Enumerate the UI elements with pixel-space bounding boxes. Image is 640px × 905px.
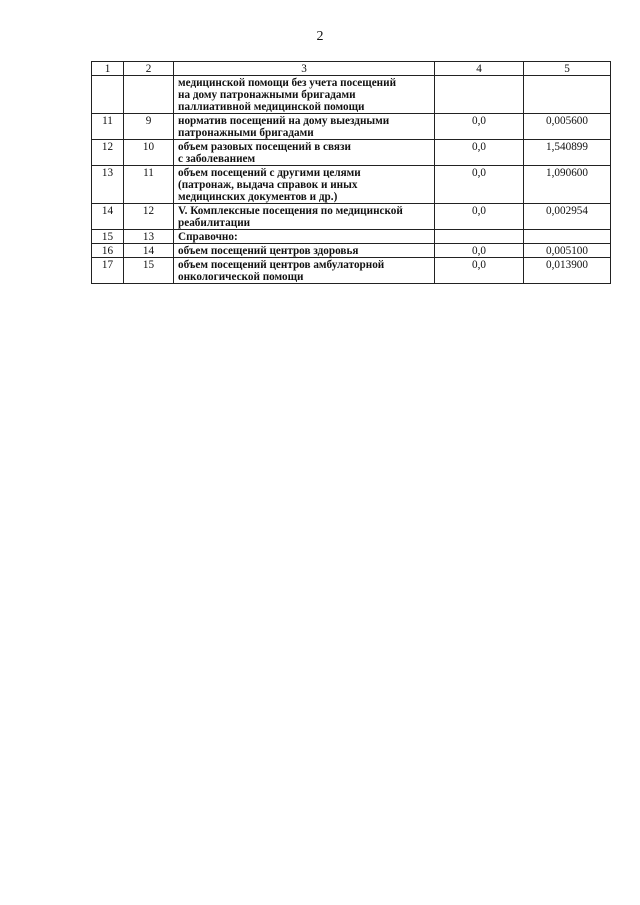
description-line: медицинской помощи без учета посещений [178, 77, 397, 89]
description-line: паллиативной медицинской помощи [178, 101, 365, 113]
row-number-cell [92, 76, 124, 114]
value-cell-col4: 0,0 [435, 166, 524, 204]
value-cell-col5 [524, 76, 611, 114]
value-cell-col4 [435, 230, 524, 244]
table-row [92, 140, 611, 166]
value-cell-col4: 0,0 [435, 204, 524, 230]
table-row [92, 244, 611, 258]
row-number-cell: 17 [92, 258, 124, 284]
description-line: объем посещений центров здоровья [178, 245, 359, 257]
description-line: патронажными бригадами [178, 127, 314, 139]
description-cell [174, 204, 435, 230]
item-number-cell: 10 [124, 140, 174, 166]
table-row [92, 230, 611, 244]
row-number-cell: 16 [92, 244, 124, 258]
description-line: объем посещений с другими целями [178, 167, 361, 179]
item-number-cell: 9 [124, 114, 174, 140]
description-cell [174, 244, 435, 258]
description-cell [174, 258, 435, 284]
description-line: онкологической помощи [178, 271, 304, 283]
value-cell-col5: 1,540899 [524, 140, 611, 166]
header-cell-3: 3 [174, 62, 435, 76]
description-line: медицинских документов и др.) [178, 191, 338, 203]
description-cell [174, 230, 435, 244]
row-number-cell: 14 [92, 204, 124, 230]
value-cell-col4: 0,0 [435, 140, 524, 166]
value-cell-col4 [435, 76, 524, 114]
description-cell [174, 140, 435, 166]
table-row [92, 204, 611, 230]
description-line: реабилитации [178, 217, 251, 229]
description-line: Справочно: [178, 231, 238, 243]
page-number: 2 [316, 29, 324, 44]
item-number-cell: 11 [124, 166, 174, 204]
data-table [91, 61, 611, 284]
description-line: на дому патронажными бригадами [178, 89, 356, 101]
header-cell-5: 5 [524, 62, 611, 76]
description-line: норматив посещений на дому выездными [178, 115, 390, 127]
header-cell-1: 1 [92, 62, 124, 76]
description-line: объем разовых посещений в связи [178, 141, 351, 153]
table-row [92, 76, 611, 114]
item-number-cell: 14 [124, 244, 174, 258]
item-number-cell: 15 [124, 258, 174, 284]
description-cell [174, 114, 435, 140]
description-line: объем посещений центров амбулаторной [178, 259, 385, 271]
value-cell-col4: 0,0 [435, 258, 524, 284]
value-cell-col5: 0,013900 [524, 258, 611, 284]
description-line: V. Комплексные посещения по медицинской [178, 205, 403, 217]
row-number-cell: 12 [92, 140, 124, 166]
description-line: с заболеванием [178, 153, 256, 165]
value-cell-col5: 0,002954 [524, 204, 611, 230]
value-cell-col4: 0,0 [435, 244, 524, 258]
table-row [92, 258, 611, 284]
row-number-cell: 13 [92, 166, 124, 204]
item-number-cell: 13 [124, 230, 174, 244]
table-header-row [92, 62, 611, 76]
table-row [92, 166, 611, 204]
header-cell-2: 2 [124, 62, 174, 76]
description-line: (патронаж, выдача справок и иных [178, 179, 358, 191]
row-number-cell: 11 [92, 114, 124, 140]
item-number-cell [124, 76, 174, 114]
value-cell-col5 [524, 230, 611, 244]
value-cell-col5: 0,005600 [524, 114, 611, 140]
value-cell-col4: 0,0 [435, 114, 524, 140]
item-number-cell: 12 [124, 204, 174, 230]
value-cell-col5: 0,005100 [524, 244, 611, 258]
value-cell-col5: 1,090600 [524, 166, 611, 204]
row-number-cell: 15 [92, 230, 124, 244]
header-cell-4: 4 [435, 62, 524, 76]
description-cell [174, 76, 435, 114]
description-cell [174, 166, 435, 204]
table-row [92, 114, 611, 140]
